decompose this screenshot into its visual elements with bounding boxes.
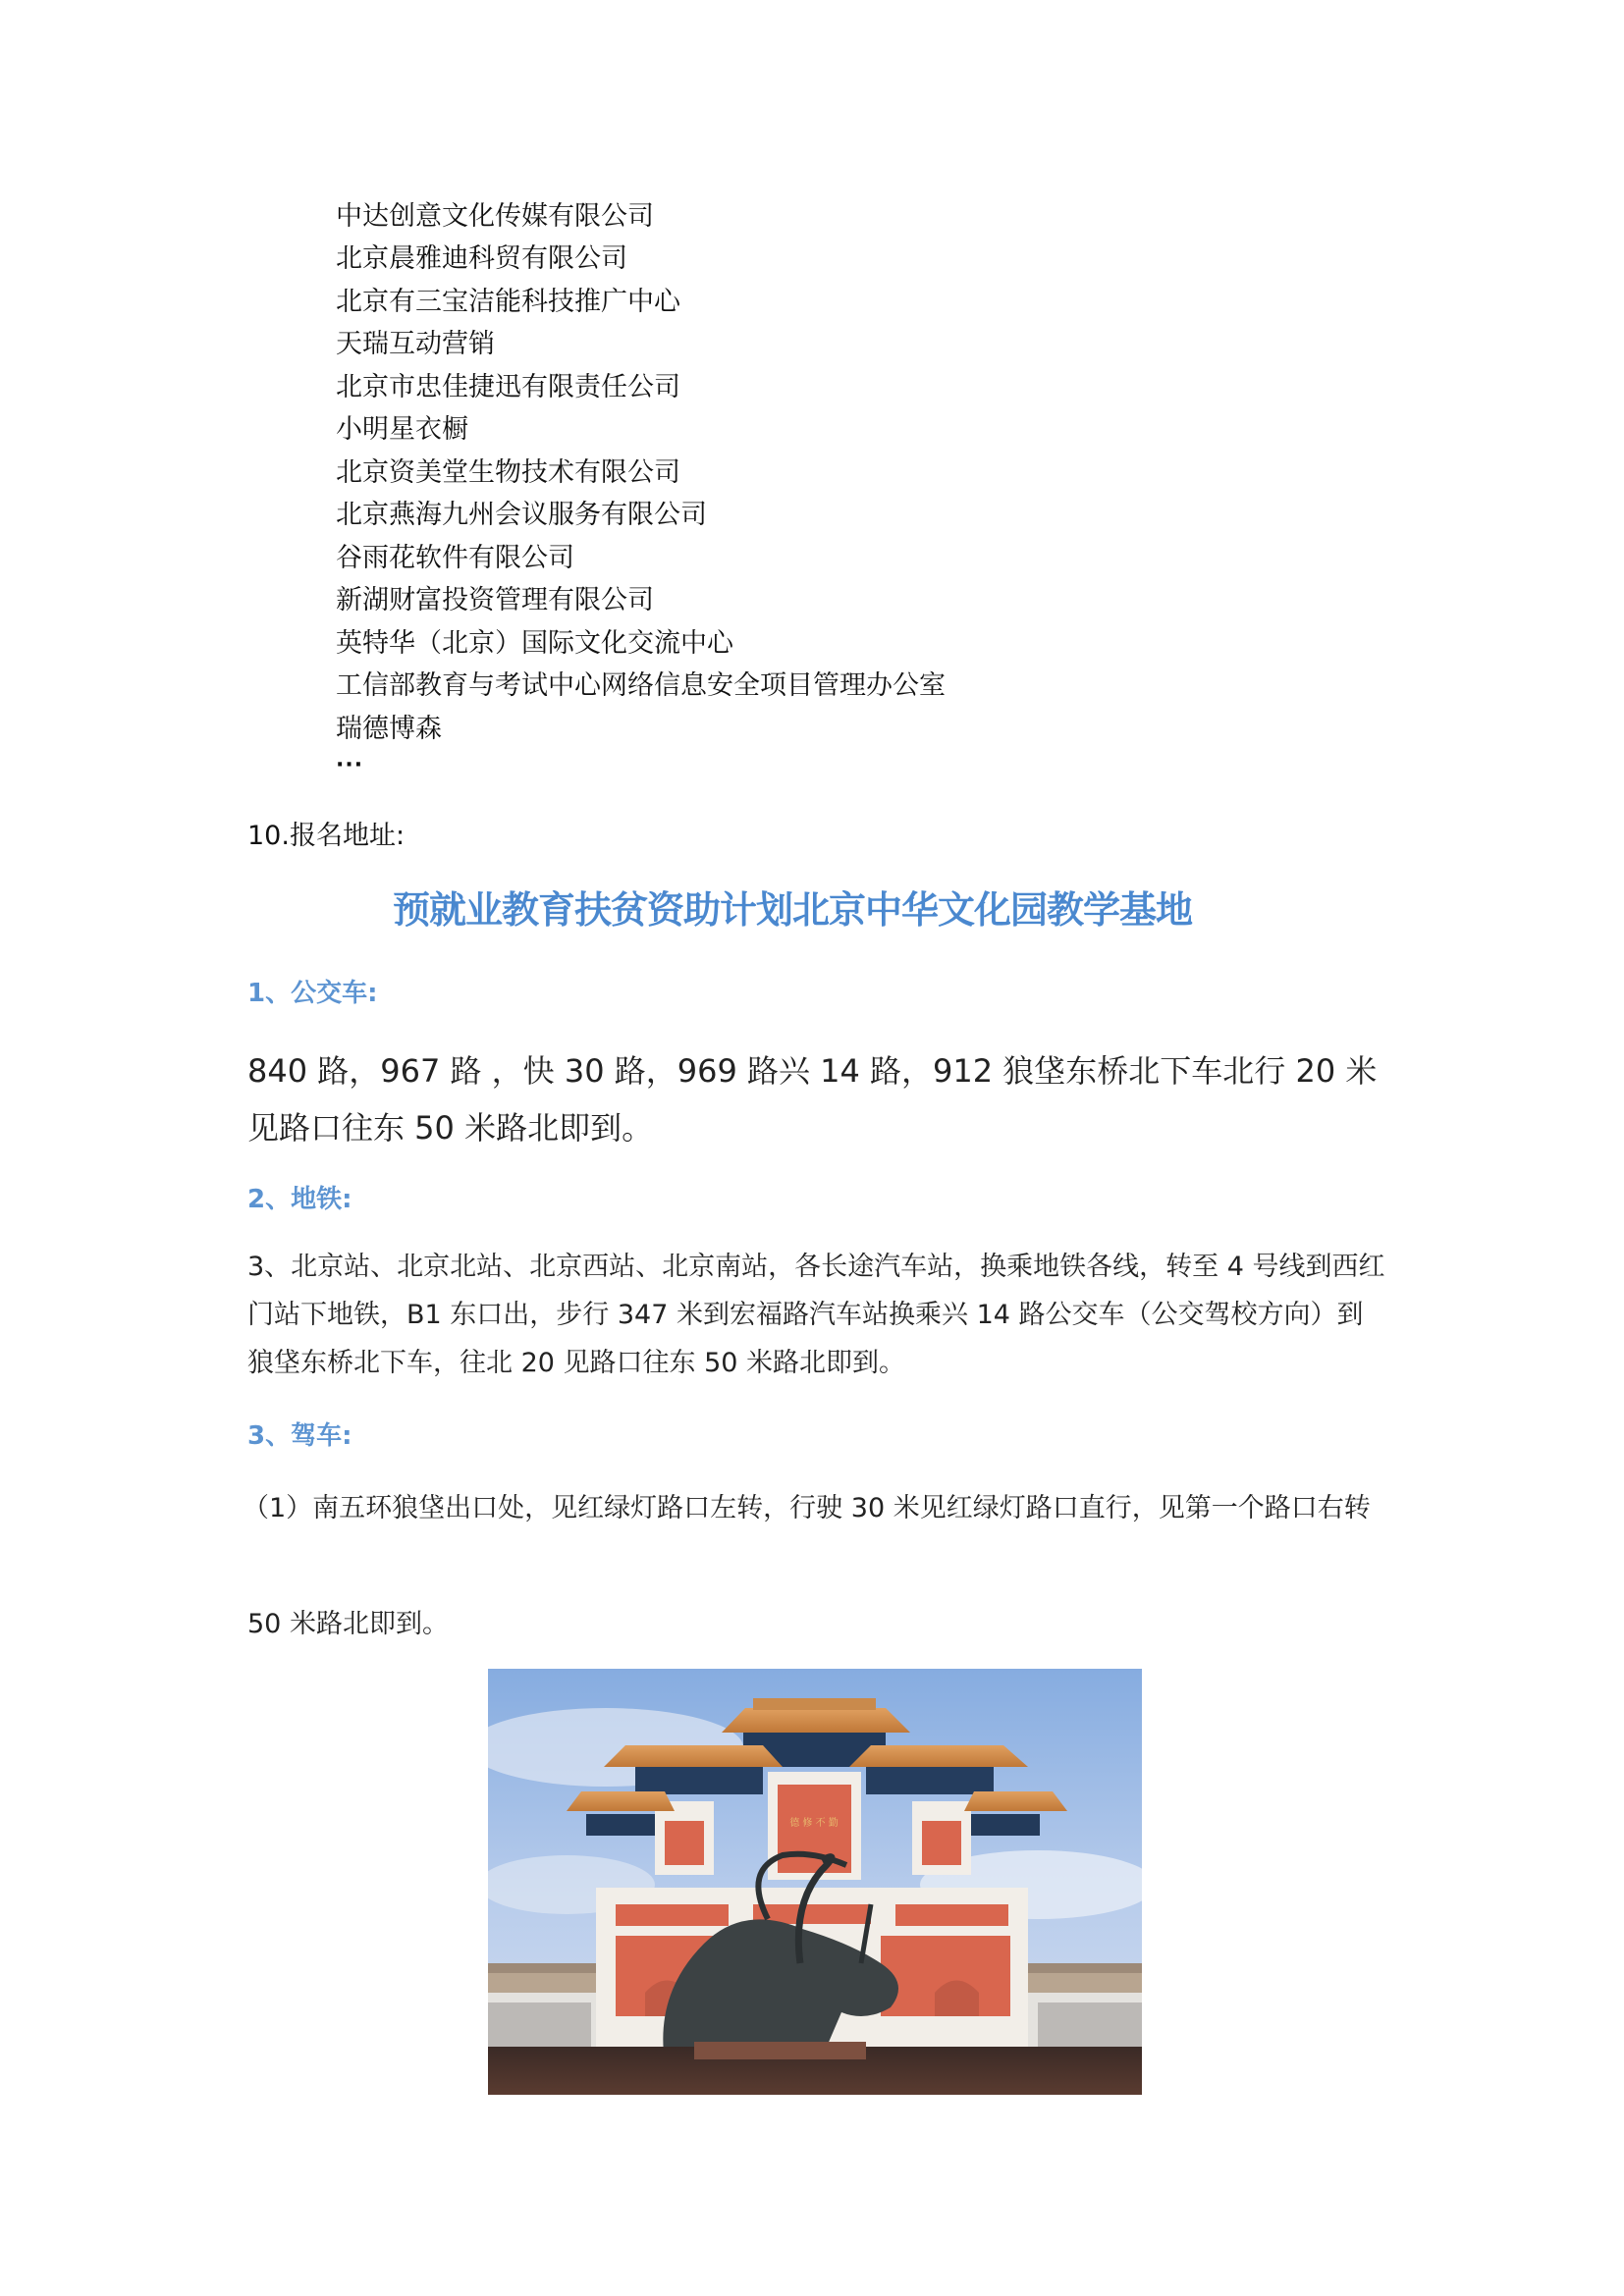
section-heading-bus: 1、公交车: [247,979,378,1008]
list-ellipsis: ··· [336,753,364,777]
list-item: 北京晨雅迪科贸有限公司 [336,243,627,274]
list-item: 瑞德博森 [336,714,442,744]
campus-gate-photo [488,1669,1142,2095]
list-item: 新湖财富投资管理有限公司 [336,585,654,615]
list-item: 英特华（北京）国际文化交流中心 [336,628,733,659]
list-item: 北京资美堂生物技术有限公司 [336,457,680,488]
drive-directions: （1）南五环狼垡出口处，见红绿灯路口左转，行驶 30 米见红绿灯路口直行，见第一个路口右转 [243,1493,1371,1523]
list-item: 工信部教育与考试中心网络信息安全项目管理办公室 [336,670,946,701]
page-title: 预就业教育扶贫资助计划北京中华文化园教学基地 [393,888,1193,932]
section-heading-subway: 2、地铁: [247,1185,352,1214]
list-item: 中达创意文化传媒有限公司 [336,201,654,232]
list-item: 北京有三宝洁能科技推广中心 [336,287,680,317]
list-item: 小明星衣橱 [336,414,468,445]
subway-directions: 3、北京站、北京北站、北京西站、北京南站，各长途汽车站，换乘地铁各线，转至 4 号线到西红门站下地铁，B1 东口出，步行 347 米到宏福路汽车站换乘兴 14 路公交车（公交驾校方向）到狼垡东桥北下车，往北 20 见路口往东 50 米路北即到。 [247,1252,1385,1378]
list-item: 天瑞互动营销 [336,329,495,359]
drive-directions-end: 50 米路北即到。 [247,1609,449,1639]
plaque-text: 德 修 不 勤 [789,1818,839,1829]
bus-directions: 840 路，967 路 ，快 30 路，969 路兴 14 路，912 狼垡东桥北下车北行 20 米见路口往东 50 米路北即到。 [247,1052,1378,1147]
list-item: 北京市忠佳捷迅有限责任公司 [336,372,680,402]
list-item: 北京燕海九州会议服务有限公司 [336,500,707,530]
signup-address-label: 10.报名地址: [247,821,406,851]
section-heading-drive: 3、驾车: [247,1421,352,1451]
list-item: 谷雨花软件有限公司 [336,543,574,573]
